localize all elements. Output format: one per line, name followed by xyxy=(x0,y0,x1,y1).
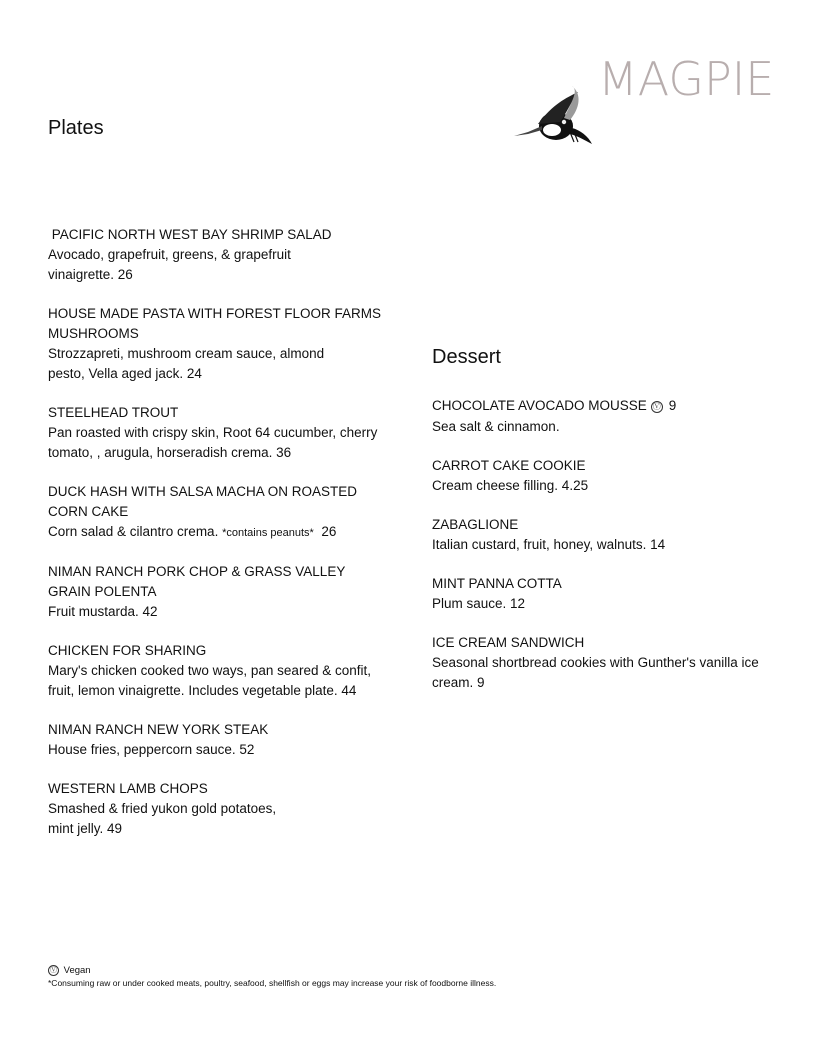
plates-title: Plates xyxy=(48,117,104,139)
item-name: PACIFIC NORTH WEST BAY SHRIMP SALAD xyxy=(48,227,332,242)
footer xyxy=(48,964,496,990)
item-name: HOUSE MADE PASTA WITH FOREST FLOOR FARMS MUSHROOMS xyxy=(48,306,382,341)
item-price: 26 xyxy=(313,524,337,539)
list-item xyxy=(48,562,388,622)
list-item xyxy=(48,225,388,285)
item-description-text: Corn salad & cilantro crema. xyxy=(48,524,223,539)
item-name: MINT PANNA COTTA xyxy=(432,576,562,591)
item-description-line2: mint jelly. 49 xyxy=(48,821,123,836)
item-name: CHOCOLATE AVOCADO MOUSSE xyxy=(432,398,647,413)
vegan-legend xyxy=(48,964,496,977)
item-name: ICE CREAM SANDWICH xyxy=(432,635,585,650)
item-name-row xyxy=(432,396,777,416)
item-price: 9 xyxy=(668,398,677,413)
list-item xyxy=(48,641,388,701)
list-item xyxy=(48,403,388,463)
list-item xyxy=(48,720,388,760)
list-item xyxy=(48,779,388,839)
item-description: Avocado, grapefruit, greens, & grapefruit vinaigrette. 26 xyxy=(48,247,291,282)
vegan-icon: Ⓥ xyxy=(652,402,661,411)
vegan-icon: Ⓥ xyxy=(50,967,57,974)
brand-name: MAGPIE xyxy=(598,52,775,106)
list-item xyxy=(432,574,777,614)
allergen-note: *contains peanuts* xyxy=(222,527,314,539)
magpie-bird-icon xyxy=(508,84,598,150)
item-description: Smashed & fried yukon gold potatoes, xyxy=(48,801,277,816)
list-item xyxy=(432,456,777,496)
disclaimer: *Consuming raw or under cooked meats, poultry, seafood, shellfish or eggs may increase your risk of foodborne illness. xyxy=(48,978,497,988)
list-item xyxy=(432,633,777,693)
list-item xyxy=(432,515,777,555)
item-name: WESTERN LAMB CHOPS xyxy=(48,781,208,796)
item-name: ZABAGLIONE xyxy=(432,517,519,532)
item-description: House fries, peppercorn sauce. 52 xyxy=(48,742,255,757)
list-item xyxy=(48,482,388,543)
item-description: Pan roasted with crispy skin, Root 64 cucumber, cherry tomato, , arugula, horseradish crema. 36 xyxy=(48,425,378,460)
list-item xyxy=(432,396,777,437)
item-name: DUCK HASH WITH SALSA MACHA ON ROASTED CORN CAKE xyxy=(48,484,358,519)
item-description: Plum sauce. 12 xyxy=(432,596,526,611)
list-item xyxy=(48,304,388,384)
item-description: Sea salt & cinnamon. xyxy=(432,419,560,434)
item-description: Fruit mustarda. 42 xyxy=(48,604,158,619)
item-name: CHICKEN FOR SHARING xyxy=(48,643,207,658)
item-name: CARROT CAKE COOKIE xyxy=(432,458,586,473)
dessert-list xyxy=(432,396,777,693)
dessert-title: Dessert xyxy=(432,346,501,368)
plates-list xyxy=(48,225,388,839)
item-name: NIMAN RANCH NEW YORK STEAK xyxy=(48,722,269,737)
item-name: STEELHEAD TROUT xyxy=(48,405,179,420)
vegan-label: Vegan xyxy=(61,965,91,976)
item-description xyxy=(48,522,388,543)
item-description: Cream cheese filling. 4.25 xyxy=(432,478,589,493)
item-name: NIMAN RANCH PORK CHOP & GRASS VALLEY GRAIN POLENTA xyxy=(48,564,346,599)
item-description: Mary's chicken cooked two ways, pan seared & confit, fruit, lemon vinaigrette. Includes vegetable plate. 44 xyxy=(48,663,371,698)
item-description: Strozzapreti, mushroom cream sauce, almond pesto, Vella aged jack. 24 xyxy=(48,346,325,381)
item-description: Seasonal shortbread cookies with Gunther's vanilla ice cream. 9 xyxy=(432,655,759,690)
item-description: Italian custard, fruit, honey, walnuts. 14 xyxy=(432,537,666,552)
